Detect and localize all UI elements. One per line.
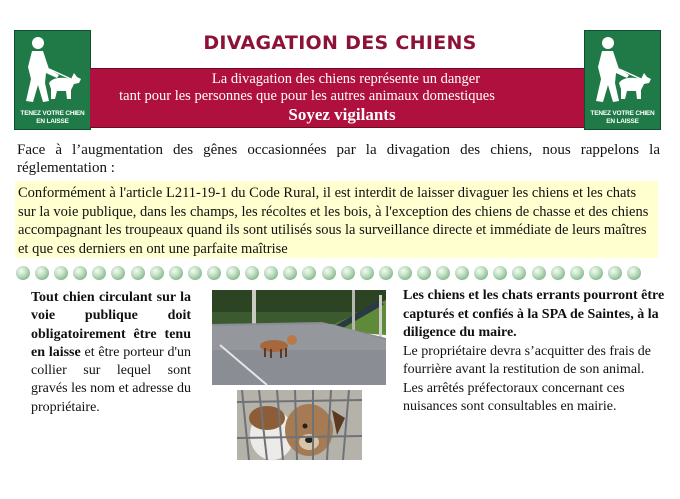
sign-caption [15, 110, 90, 125]
banner-line-2: tant pour les personnes que pour les autres animaux domestiques [119, 88, 495, 104]
divider-dot [398, 266, 412, 280]
divider-dot [150, 266, 164, 280]
divider-dot [54, 266, 68, 280]
sign-caption-line: TENEZ VOTRE CHIEN [590, 110, 655, 117]
impound-fees-text: Le propriétaire devra s’acquitter des frais de fourrière avant la restitution de son animal. [403, 343, 651, 377]
leash-requirement-bold: Tout chien circulant sur la voie publique doit obligatoirement être tenu en laisse [31, 290, 191, 360]
divider-dot [92, 266, 106, 280]
divider-dot [551, 266, 565, 280]
dot-divider [16, 266, 666, 280]
divider-dot [455, 266, 469, 280]
divider-dot [532, 266, 546, 280]
person-walking-dog-icon [589, 35, 656, 105]
divider-dot [417, 266, 431, 280]
dogs-in-cage-photo [237, 390, 362, 460]
divider-dot [111, 266, 125, 280]
banner-line-1: La divagation des chiens représente un danger [211, 71, 481, 87]
stray-dog-on-road-photo [212, 290, 386, 385]
prefectoral-orders-text: Les arrêtés préfectoraux concernant ces nuisances sont consultables en mairie. [403, 380, 625, 414]
page-title: DIVAGATION DES CHIENS [203, 32, 477, 54]
warning-banner [90, 68, 584, 128]
divider-dot [302, 266, 316, 280]
divider-dot [570, 266, 584, 280]
sign-caption [585, 110, 660, 125]
divider-dot [35, 266, 49, 280]
divider-dot [73, 266, 87, 280]
capture-notice: Les chiens et les chats errants pourront être capturés et confiés à la SPA de Saintes, à la diligence du maire. [403, 288, 665, 340]
divider-dot [169, 266, 183, 280]
leash-sign-right [584, 30, 661, 130]
regulation-box: Conformément à l'article L211-19-1 du Code Rural, il est interdit de laisser divaguer les chiens et les chats sur la voie publique, dans les champs, les récoltes et les bois, à l'exception des chiens de chasse et des chiens accompagnant les troupeaux quand ils sont utilisés sous la surveillance directe et immédiate de leurs maîtres et que ces derniers en ont une parfaite maîtrise [15, 181, 658, 258]
divider-dot [493, 266, 507, 280]
divider-dot [131, 266, 145, 280]
divider-dot [16, 266, 30, 280]
leash-requirement-text [31, 289, 191, 417]
divider-dot [264, 266, 278, 280]
divider-dot [245, 266, 259, 280]
divider-dot [436, 266, 450, 280]
sign-caption-line: EN LAISSE [36, 117, 69, 125]
divider-dot [322, 266, 336, 280]
divider-dot [627, 266, 641, 280]
divider-dot [283, 266, 297, 280]
divider-dot [360, 266, 374, 280]
leash-sign-left [14, 30, 91, 130]
banner-slogan: Soyez vigilants [288, 105, 396, 124]
divider-dot [589, 266, 603, 280]
divider-dot [379, 266, 393, 280]
divider-dot [188, 266, 202, 280]
divider-dot [226, 266, 240, 280]
divider-dot [341, 266, 355, 280]
divider-dot [608, 266, 622, 280]
person-walking-dog-icon [19, 35, 86, 105]
sign-caption-line: TENEZ VOTRE CHIEN [20, 110, 85, 117]
sign-caption-line: EN LAISSE [606, 117, 639, 125]
leash-requirement-normal: et être porteur d'un collier sur lequel sont gravés les nom et adresse du propriétaire. [31, 344, 191, 415]
divider-dot [512, 266, 526, 280]
capture-info-text [403, 287, 668, 417]
intro-paragraph: Face à l’augmentation des gênes occasionnées par la divagation des chiens, nous rappelons la réglementation : [17, 142, 660, 176]
divider-dot [474, 266, 488, 280]
divider-dot [207, 266, 221, 280]
